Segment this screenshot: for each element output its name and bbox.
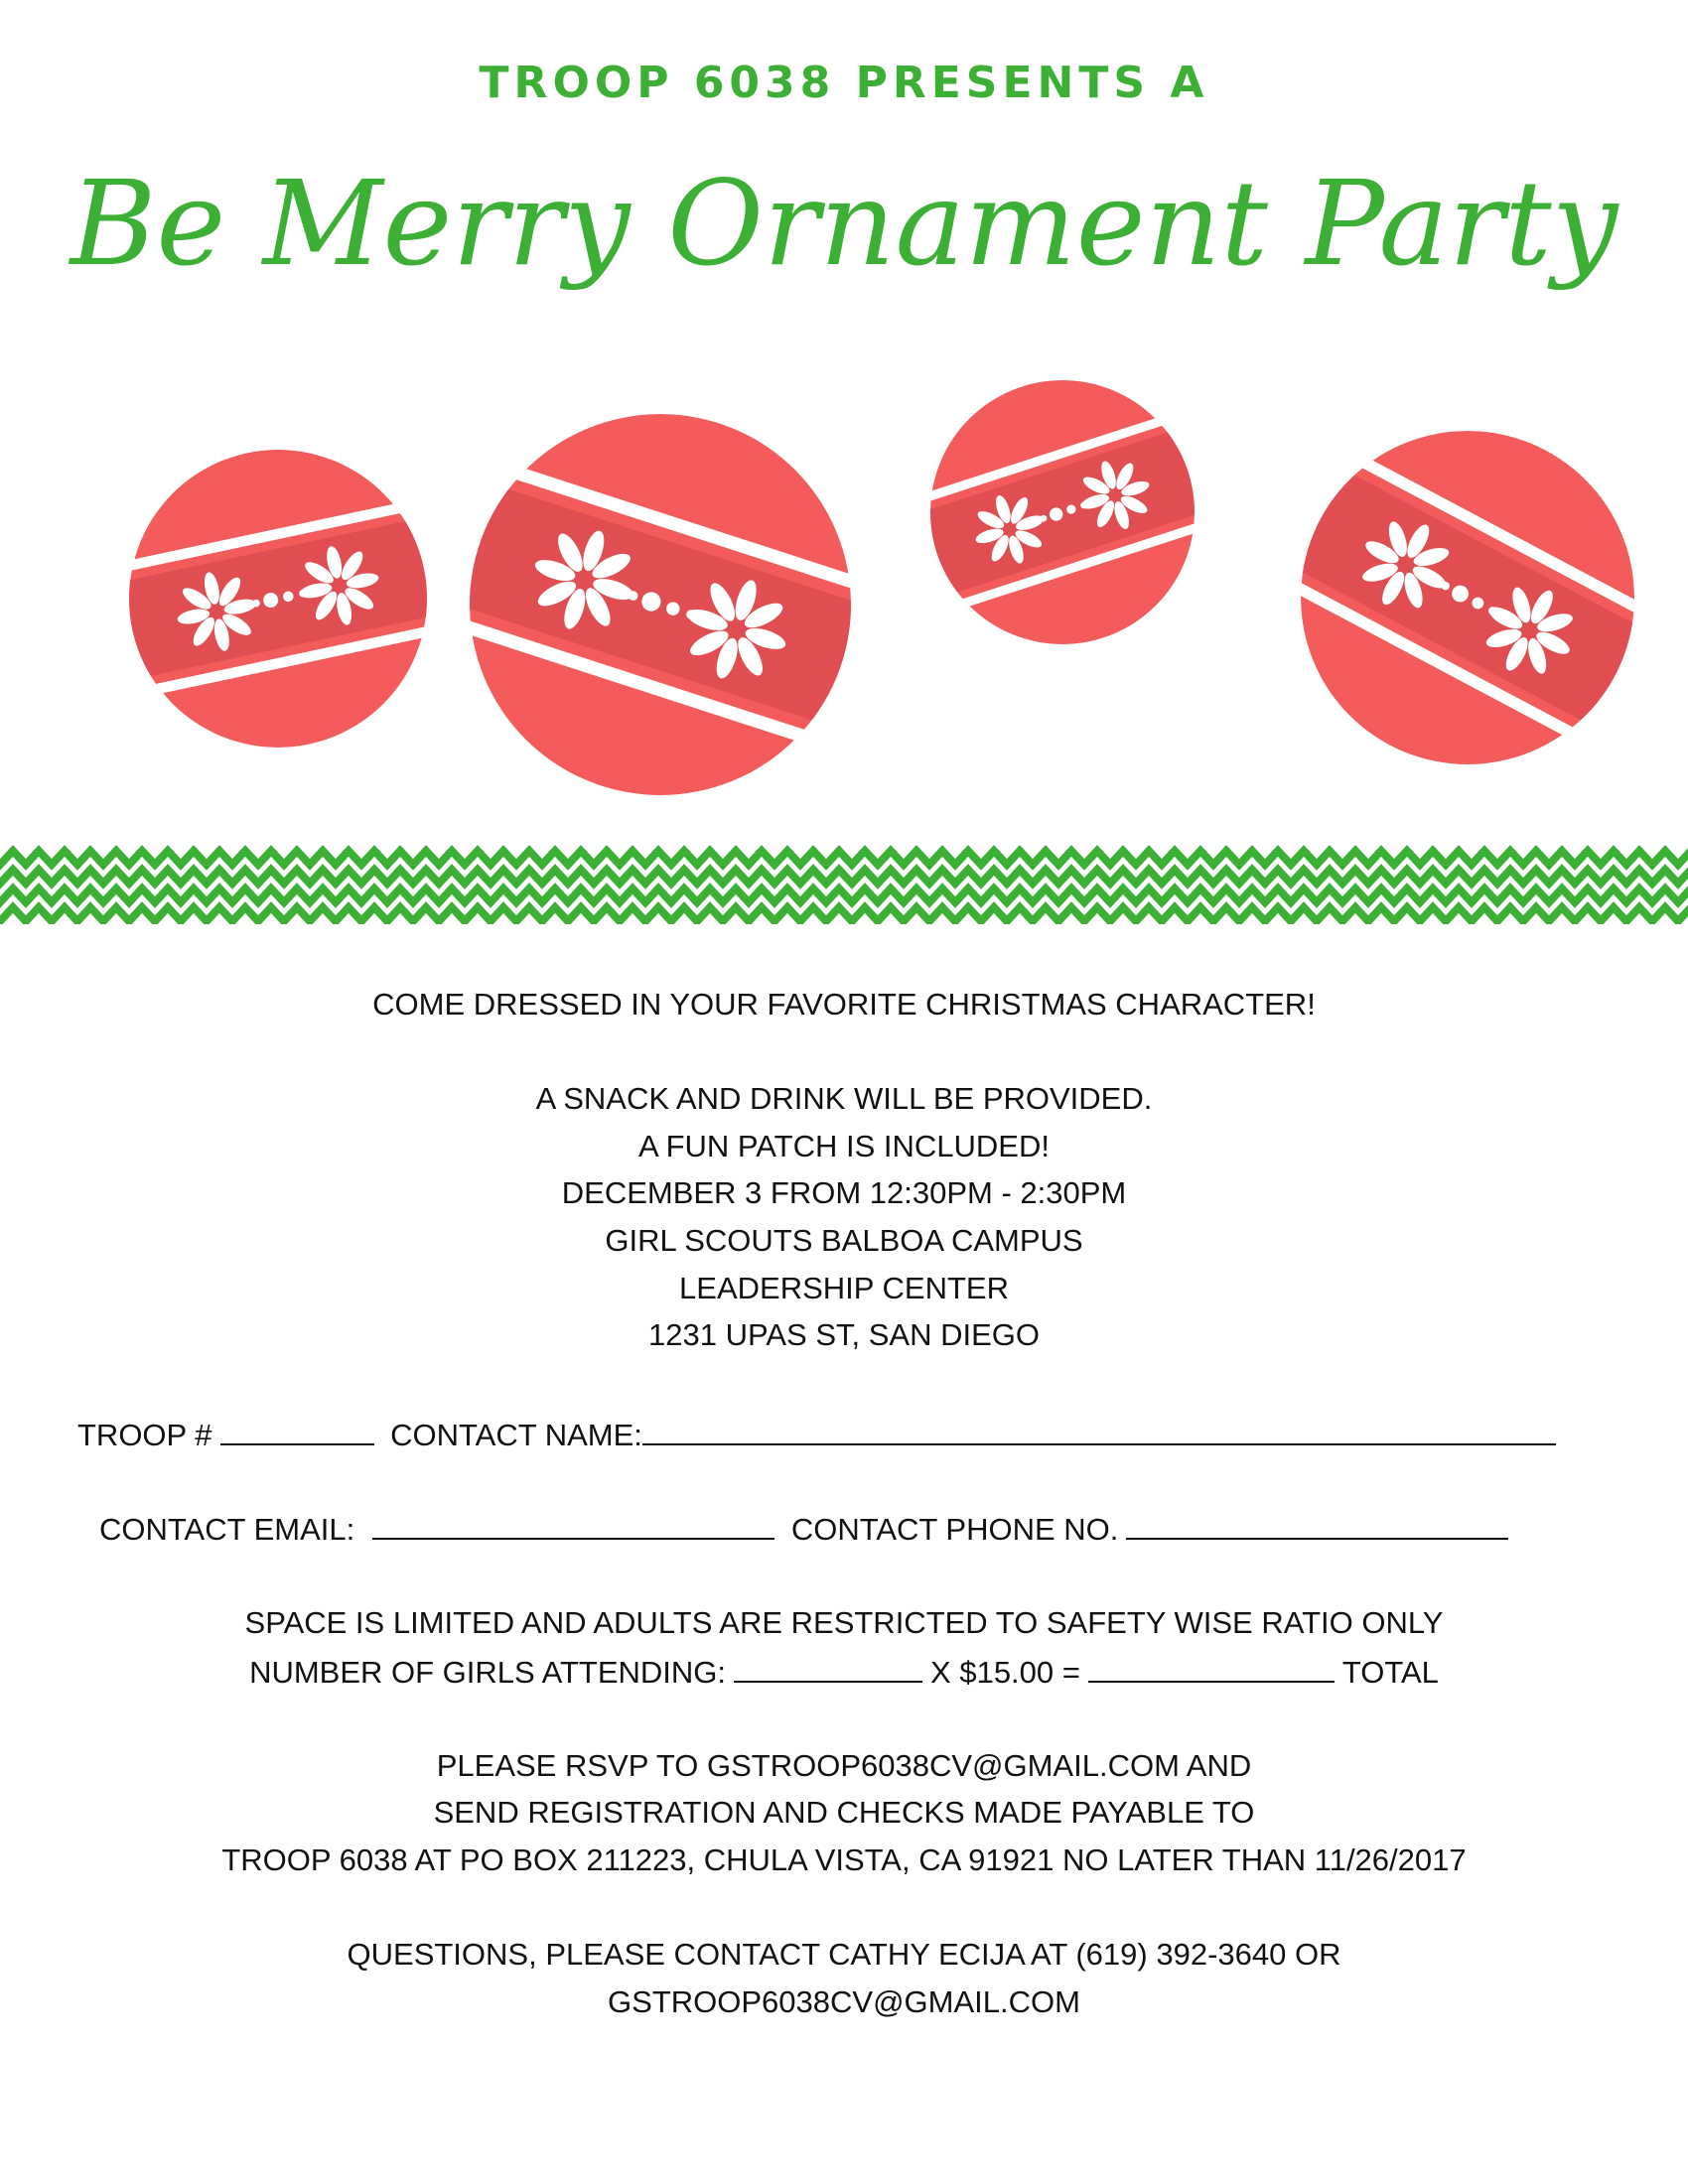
contact-email-field[interactable] xyxy=(372,1510,774,1540)
chevron-stripe xyxy=(0,888,1688,902)
chevron-stripe xyxy=(0,851,1688,865)
chevron-border xyxy=(0,841,1688,924)
contact-name-field[interactable] xyxy=(642,1416,1556,1445)
contact-name-label: CONTACT NAME: xyxy=(390,1418,642,1452)
price-label: X $15.00 = xyxy=(930,1655,1080,1690)
space-notice: SPACE IS LIMITED AND ADULTS ARE RESTRICTED TO SAFETY WISE RATIO ONLY xyxy=(244,1605,1444,1640)
rsvp-line: TROOP 6038 AT PO BOX 211223, CHULA VISTA, CA 91921 NO LATER THAN 11/26/2017 xyxy=(221,1843,1467,1877)
ornament xyxy=(855,380,1269,644)
costume-note: COME DRESSED IN YOUR FAVORITE CHRISTMAS CHARACTER! xyxy=(372,987,1316,1022)
chevron-stripe xyxy=(0,870,1688,884)
venue-address: 1231 UPAS ST, SAN DIEGO xyxy=(648,1317,1040,1352)
girls-attending-row xyxy=(0,1653,1688,1691)
ornament xyxy=(1210,412,1688,782)
troop-contact-row xyxy=(77,1416,1626,1453)
event-date: DECEMBER 3 FROM 12:30PM - 2:30PM xyxy=(561,1175,1127,1210)
presents-heading: TROOP 6038 PRESENTS A xyxy=(479,58,1209,108)
rsvp-line: SEND REGISTRATION AND CHECKS MADE PAYABLE TO xyxy=(433,1795,1255,1830)
snack-note: A SNACK AND DRINK WILL BE PROVIDED. xyxy=(535,1081,1153,1116)
ornament xyxy=(46,450,511,748)
questions-line: GSTROOP6038CV@GMAIL.COM xyxy=(608,1984,1080,2019)
event-title: Be Merry Ornament Party xyxy=(70,155,1618,292)
total-label: TOTAL xyxy=(1341,1655,1439,1690)
patch-note: A FUN PATCH IS INCLUDED! xyxy=(638,1129,1050,1163)
total-field[interactable] xyxy=(1088,1653,1335,1683)
ornament xyxy=(361,414,959,795)
troop-number-field[interactable] xyxy=(220,1416,374,1445)
ornaments-illustration xyxy=(0,0,1688,814)
questions-line: QUESTIONS, PLEASE CONTACT CATHY ECIJA AT (619) 392-3640 OR xyxy=(347,1937,1341,1972)
chevron-stripe xyxy=(0,907,1688,921)
troop-label: TROOP # xyxy=(77,1418,212,1452)
contact-phone-field[interactable] xyxy=(1126,1510,1508,1540)
rsvp-line: PLEASE RSVP TO GSTROOP6038CV@GMAIL.COM AND xyxy=(436,1748,1252,1783)
girls-label: NUMBER OF GIRLS ATTENDING: xyxy=(249,1655,727,1690)
venue-building: LEADERSHIP CENTER xyxy=(679,1271,1009,1305)
contact-email-label: CONTACT EMAIL: xyxy=(99,1512,355,1547)
email-phone-row xyxy=(99,1510,1648,1548)
venue-name: GIRL SCOUTS BALBOA CAMPUS xyxy=(605,1223,1083,1258)
contact-phone-label: CONTACT PHONE NO. xyxy=(790,1512,1119,1547)
girls-count-field[interactable] xyxy=(734,1653,922,1683)
